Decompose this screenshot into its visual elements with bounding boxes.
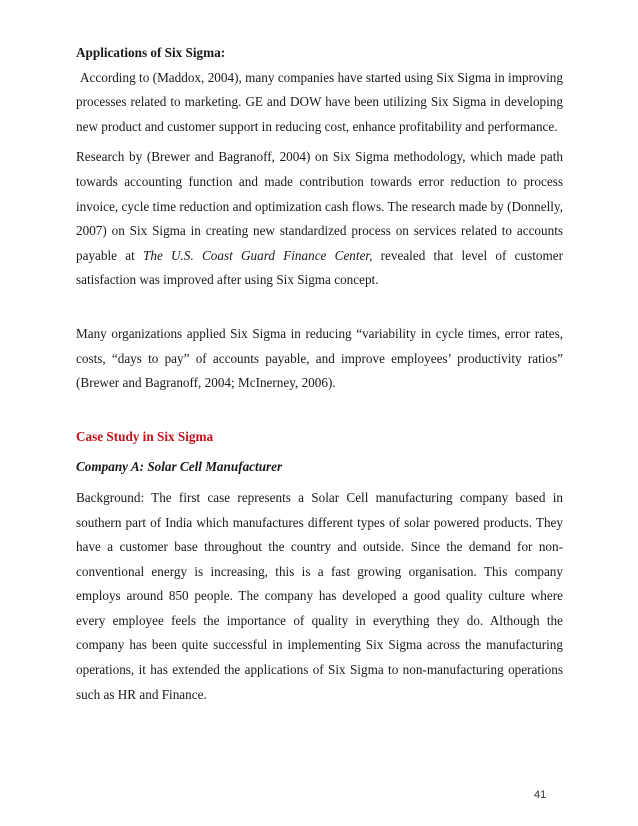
section-heading-case-study: Case Study in Six Sigma	[76, 428, 214, 444]
paragraph-maddox: According to (Maddox, 2004), many companies have started using Six Sigma in improving processes related to marketing. GE and DOW have been utilizing Six Sigma in developing new product and customer support in reducing cost, enhance profitability and performance.	[76, 69, 563, 134]
paragraph-research	[76, 145, 563, 293]
page-number: 41	[534, 789, 547, 801]
section-heading-applications: Applications of Six Sigma:	[76, 45, 226, 60]
paragraph-research-text-2: revealed that level of customer satisfaction was improved after using Six Sigma concept.	[76, 247, 563, 288]
page-content	[76, 41, 563, 707]
subheading-company-a: Company A: Solar Cell Manufacturer	[76, 459, 283, 475]
paragraph-organizations: Many organizations applied Six Sigma in reducing “variability in cycle times, error rates, costs, “days to pay” of accounts payable, and improve employees’ productivity ratios” (Brewer and Bagranoff, 2004; McInerney, 2006).	[76, 325, 563, 391]
paragraph-research-text-1: Research by (Brewer and Bagranoff, 2004) on Six Sigma methodology, which made path towards accounting function and made contribution towards error reduction to process invoice, cycle time reduction and optimization cash flows. The research made by (Donnelly, 2007) on Six Sigma in creating new standardized process on services related to accounts payable at	[76, 149, 563, 263]
paragraph-background: Background: The first case represents a Solar Cell manufacturing company based in southern part of India which manufactures different types of solar powered products. They have a customer base throughout the country and outside. Since the demand for non-conventional energy is increasing, this is a fast growing organisation. This company employs around 850 people. The company has developed a good quality culture where every employee feels the importance of quality in everything they do. Although the company has been quite successful in implementing Six Sigma across the manufacturing operations, it has extended the applications of Six Sigma to non-manufacturing operations such as HR and Finance.	[76, 489, 563, 702]
coast-guard-center-name: The U.S. Coast Guard Finance Center,	[143, 247, 373, 263]
